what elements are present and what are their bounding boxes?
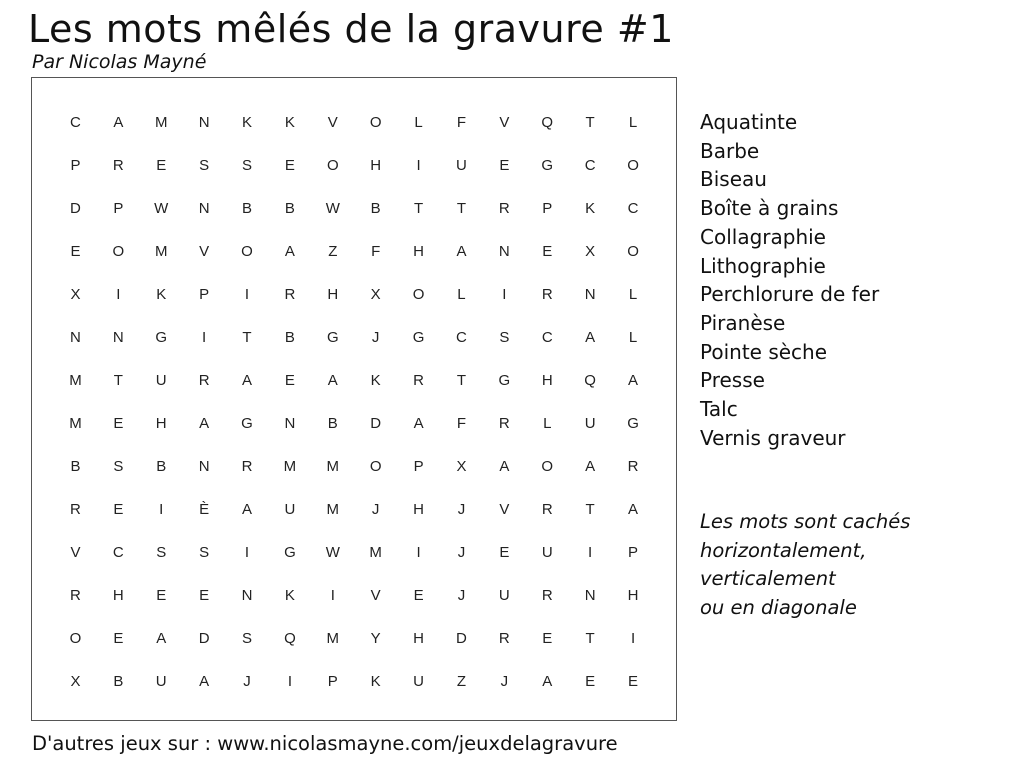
grid-cell[interactable]: I [330, 587, 335, 604]
grid-cell[interactable]: O [627, 157, 639, 174]
grid-cell[interactable]: A [499, 458, 510, 475]
word-list-item: Presse [700, 368, 765, 393]
grid-cell[interactable]: U [498, 587, 510, 604]
grid-cell[interactable]: A [113, 114, 124, 131]
grid-cell[interactable]: E [542, 243, 553, 260]
grid-cell[interactable]: W [325, 544, 340, 561]
grid-cell[interactable]: A [542, 673, 553, 690]
grid-cell[interactable]: O [627, 243, 639, 260]
grid-cell[interactable]: B [284, 329, 295, 346]
grid-cell[interactable]: W [154, 200, 169, 217]
grid-cell[interactable]: J [500, 673, 509, 690]
grid-cell[interactable]: H [541, 372, 553, 389]
grid-cell[interactable]: L [543, 415, 552, 432]
instructions-line: Les mots sont cachés [700, 510, 911, 533]
grid-cell[interactable]: Q [584, 372, 596, 389]
grid-cell[interactable]: P [70, 157, 81, 174]
grid-cell[interactable]: S [199, 544, 210, 561]
grid-cell[interactable]: P [327, 673, 338, 690]
grid-cell[interactable]: P [199, 286, 210, 303]
grid-cell[interactable]: N [198, 458, 210, 475]
grid-cell[interactable]: X [70, 286, 81, 303]
grid-cell[interactable]: N [112, 329, 124, 346]
grid-cell[interactable]: G [241, 415, 253, 432]
grid-cell[interactable]: L [628, 329, 638, 346]
grid-cell[interactable]: È [199, 501, 210, 518]
grid-cell[interactable]: U [584, 415, 596, 432]
grid-cell[interactable]: L [414, 114, 423, 131]
grid-cell[interactable]: R [498, 630, 510, 647]
grid-cell[interactable]: C [584, 157, 596, 174]
grid-cell[interactable]: Q [284, 630, 296, 647]
grid-cell[interactable]: O [326, 157, 339, 174]
grid-cell[interactable]: N [284, 415, 296, 432]
grid-cell[interactable]: R [627, 458, 639, 475]
grid-cell[interactable]: D [456, 630, 467, 647]
grid-cell[interactable]: N [198, 200, 210, 217]
grid-cell[interactable]: M [154, 243, 168, 260]
grid-cell[interactable]: V [70, 544, 81, 561]
puzzle-title: Les mots mêlés de la gravure #1 [28, 7, 674, 51]
grid-cell[interactable]: I [202, 329, 207, 346]
instructions-line: horizontalement, [700, 538, 867, 562]
grid-cell[interactable]: I [116, 286, 121, 303]
grid-cell[interactable]: N [70, 329, 81, 346]
grid-cell[interactable]: M [154, 114, 168, 131]
grid-cell[interactable]: P [413, 458, 424, 475]
grid-cell[interactable]: K [242, 114, 253, 131]
grid-cell[interactable]: E [499, 544, 510, 561]
grid-cell[interactable]: B [156, 458, 167, 475]
word-list-item: Barbe [700, 138, 760, 163]
grid-cell[interactable]: H [413, 501, 424, 518]
grid-cell[interactable]: G [412, 329, 425, 346]
grid-cell[interactable]: R [541, 587, 553, 604]
grid-cell[interactable]: V [370, 587, 381, 604]
grid-cell[interactable]: A [585, 458, 596, 475]
grid-cell[interactable]: C [112, 544, 124, 561]
word-list-item: Piranèse [700, 310, 786, 335]
grid-cell[interactable]: I [159, 501, 164, 518]
word-list-item: Boîte à grains [700, 196, 839, 221]
grid-cell[interactable]: I [416, 544, 421, 561]
grid-cell[interactable]: I [588, 544, 593, 561]
grid-cell[interactable]: V [499, 114, 510, 131]
grid-cell[interactable]: A [156, 630, 167, 647]
grid-cell[interactable]: M [326, 501, 340, 518]
grid-cell[interactable]: T [113, 372, 123, 389]
grid-cell[interactable]: J [457, 587, 466, 604]
grid-cell[interactable]: N [584, 587, 596, 604]
grid-cell[interactable]: J [371, 501, 380, 518]
grid-cell[interactable]: K [585, 200, 596, 217]
word-list-item: Lithographie [700, 253, 826, 278]
grid-cell[interactable]: J [371, 329, 380, 346]
grid-cell[interactable]: C [70, 114, 81, 131]
word-search-grid-frame [31, 77, 677, 721]
grid-cell[interactable]: T [456, 372, 467, 389]
grid-cell[interactable]: L [628, 114, 638, 131]
grid-cell[interactable]: U [155, 673, 167, 690]
grid-cell[interactable]: R [541, 286, 553, 303]
grid-cell[interactable]: U [456, 157, 467, 174]
grid-cell[interactable]: U [413, 673, 424, 690]
grid-cell[interactable]: D [70, 200, 81, 217]
grid-cell[interactable]: Q [541, 114, 554, 131]
grid-cell[interactable]: E [499, 157, 510, 174]
grid-cell[interactable]: S [242, 630, 253, 647]
grid-cell[interactable]: O [241, 243, 253, 260]
grid-cell[interactable]: B [113, 673, 124, 690]
grid-cell[interactable]: G [498, 372, 511, 389]
grid-cell[interactable]: J [457, 544, 466, 561]
grid-cell[interactable]: M [283, 458, 297, 475]
grid-cell[interactable]: K [370, 673, 381, 690]
grid-cell[interactable]: R [112, 157, 124, 174]
grid-cell[interactable]: E [413, 587, 424, 604]
grid-cell[interactable]: B [284, 200, 295, 217]
grid-cell[interactable]: R [541, 501, 553, 518]
grid-cell[interactable]: B [327, 415, 338, 432]
grid-cell[interactable]: A [456, 243, 467, 260]
grid-cell[interactable]: D [198, 630, 210, 647]
grid-cell[interactable]: V [327, 114, 338, 131]
grid-cell[interactable]: E [156, 587, 167, 604]
grid-cell[interactable]: G [284, 544, 296, 561]
grid-cell[interactable]: X [370, 286, 381, 303]
grid-cell[interactable]: E [113, 630, 124, 647]
grid-cell[interactable]: H [413, 243, 424, 260]
grid-cell[interactable]: M [326, 630, 340, 647]
grid-cell[interactable]: U [155, 372, 167, 389]
grid-cell[interactable]: S [156, 544, 167, 561]
grid-cell[interactable]: O [541, 458, 554, 475]
grid-cell[interactable]: O [369, 458, 382, 475]
grid-cell[interactable]: C [456, 329, 467, 346]
grid-cell[interactable]: E [542, 630, 553, 647]
grid-cell[interactable]: S [242, 157, 253, 174]
grid-cell[interactable]: G [326, 329, 339, 346]
grid-cell[interactable]: O [369, 114, 382, 131]
grid-cell[interactable]: P [542, 200, 553, 217]
grid-cell[interactable]: L [628, 286, 638, 303]
grid-cell[interactable]: G [155, 329, 168, 346]
grid-cell[interactable]: X [456, 458, 467, 475]
grid-cell[interactable]: X [585, 243, 596, 260]
word-list-item: Pointe sèche [700, 339, 828, 364]
grid-cell[interactable]: R [498, 415, 510, 432]
word-list-item: Vernis graveur [700, 425, 846, 450]
grid-cell[interactable]: R [241, 458, 253, 475]
grid-cell[interactable]: M [326, 458, 340, 475]
grid-cell[interactable]: B [370, 200, 381, 217]
grid-cell[interactable]: A [327, 372, 338, 389]
grid-cell[interactable]: H [112, 587, 124, 604]
grid-cell[interactable]: U [541, 544, 553, 561]
grid-cell[interactable]: O [112, 243, 125, 260]
grid-cell[interactable]: S [199, 157, 210, 174]
grid-cell[interactable]: I [287, 673, 292, 690]
grid-cell[interactable]: G [541, 157, 554, 174]
grid-cell[interactable]: E [70, 243, 81, 260]
grid-cell[interactable]: E [113, 415, 124, 432]
grid-cell[interactable]: D [370, 415, 382, 432]
grid-cell[interactable]: F [456, 415, 467, 432]
grid-cell[interactable]: A [284, 243, 295, 260]
grid-cell[interactable]: H [327, 286, 339, 303]
grid-cell[interactable]: O [69, 630, 82, 647]
grid-cell[interactable]: W [325, 200, 340, 217]
grid-cell[interactable]: J [457, 501, 466, 518]
grid-cell[interactable]: K [284, 114, 295, 131]
grid-cell[interactable]: I [502, 286, 507, 303]
grid-cell[interactable]: K [370, 372, 381, 389]
grid-cell[interactable]: R [70, 587, 81, 604]
grid-cell[interactable]: F [371, 243, 381, 260]
grid-cell[interactable]: S [499, 329, 510, 346]
grid-cell[interactable]: E [113, 501, 124, 518]
grid-cell[interactable]: T [585, 630, 595, 647]
grid-cell[interactable]: T [585, 114, 595, 131]
grid-cell[interactable]: T [413, 200, 424, 217]
grid-cell[interactable]: M [69, 415, 82, 432]
grid-cell[interactable]: A [199, 415, 210, 432]
word-list [700, 108, 879, 452]
grid-cell[interactable]: H [370, 157, 382, 174]
grid-cell[interactable]: Z [456, 673, 467, 690]
grid-cell[interactable]: V [499, 501, 510, 518]
grid-cell[interactable]: P [628, 544, 639, 561]
instructions-note [700, 508, 910, 623]
grid-cell[interactable]: M [369, 544, 382, 561]
grid-cell[interactable]: O [412, 286, 425, 303]
grid-cell[interactable]: F [456, 114, 467, 131]
grid-cell[interactable]: T [456, 200, 467, 217]
grid-cell[interactable]: K [156, 286, 167, 303]
word-list-item: Talc [700, 397, 738, 422]
grid-cell[interactable]: V [199, 243, 210, 260]
grid-cell[interactable]: E [199, 587, 210, 604]
grid-cell[interactable]: B [242, 200, 253, 217]
grid-cell[interactable]: M [69, 372, 82, 389]
grid-cell[interactable]: E [628, 673, 639, 690]
grid-cell[interactable]: J [243, 673, 251, 690]
word-search-grid [54, 101, 654, 703]
grid-cell[interactable]: H [413, 630, 424, 647]
grid-cell[interactable]: B [70, 458, 81, 475]
instructions-line: verticalement [700, 567, 836, 591]
word-list-item: Perchlorure de fer [700, 282, 880, 307]
grid-cell[interactable]: N [241, 587, 253, 604]
grid-cell[interactable]: R [70, 501, 81, 518]
author-byline: Par Nicolas Mayné [32, 51, 207, 73]
grid-cell[interactable]: A [242, 501, 253, 518]
word-list-item: Aquatinte [700, 110, 798, 134]
grid-cell[interactable]: N [498, 243, 510, 260]
grid-cell[interactable]: L [457, 286, 466, 303]
grid-cell[interactable]: Z [328, 243, 338, 260]
grid-cell[interactable]: E [284, 372, 295, 389]
grid-cell[interactable]: A [585, 329, 596, 346]
grid-cell[interactable]: H [155, 415, 167, 432]
grid-cell[interactable]: N [584, 286, 596, 303]
grid-cell[interactable]: A [199, 673, 210, 690]
grid-cell[interactable]: H [627, 587, 639, 604]
grid-cell[interactable]: E [585, 673, 596, 690]
grid-cell[interactable]: P [113, 200, 124, 217]
footer-link-text: D'autres jeux sur : www.nicolasmayne.com/jeuxdelagravure [32, 732, 618, 755]
grid-cell[interactable]: T [585, 501, 595, 518]
grid-cell[interactable]: N [198, 114, 210, 131]
grid-cell[interactable]: Y [370, 630, 381, 647]
grid-cell[interactable]: K [284, 587, 295, 604]
grid-cell[interactable]: A [242, 372, 253, 389]
word-list-item: Collagraphie [700, 224, 826, 249]
grid-cell[interactable]: R [198, 372, 210, 389]
grid-cell[interactable]: R [284, 286, 296, 303]
grid-cell[interactable]: C [627, 200, 639, 217]
word-list-item: Biseau [700, 167, 767, 192]
grid-cell[interactable]: E [284, 157, 295, 174]
grid-cell[interactable]: I [416, 157, 421, 174]
grid-cell[interactable]: I [630, 630, 636, 647]
grid-cell[interactable]: S [113, 458, 124, 475]
grid-cell[interactable]: G [627, 415, 639, 432]
grid-cell[interactable]: C [541, 329, 553, 346]
grid-cell[interactable]: I [244, 286, 250, 303]
grid-cell[interactable]: R [498, 200, 510, 217]
grid-cell[interactable]: E [156, 157, 167, 174]
grid-cell[interactable]: A [628, 501, 639, 518]
grid-cell[interactable]: A [628, 372, 639, 389]
grid-cell[interactable]: T [242, 329, 252, 346]
grid-cell[interactable]: I [244, 544, 250, 561]
grid-cell[interactable]: R [413, 372, 424, 389]
grid-cell[interactable]: U [284, 501, 296, 518]
instructions-line: ou en diagonale [700, 596, 857, 620]
grid-cell[interactable]: X [70, 673, 81, 690]
grid-cell[interactable]: A [413, 415, 424, 432]
